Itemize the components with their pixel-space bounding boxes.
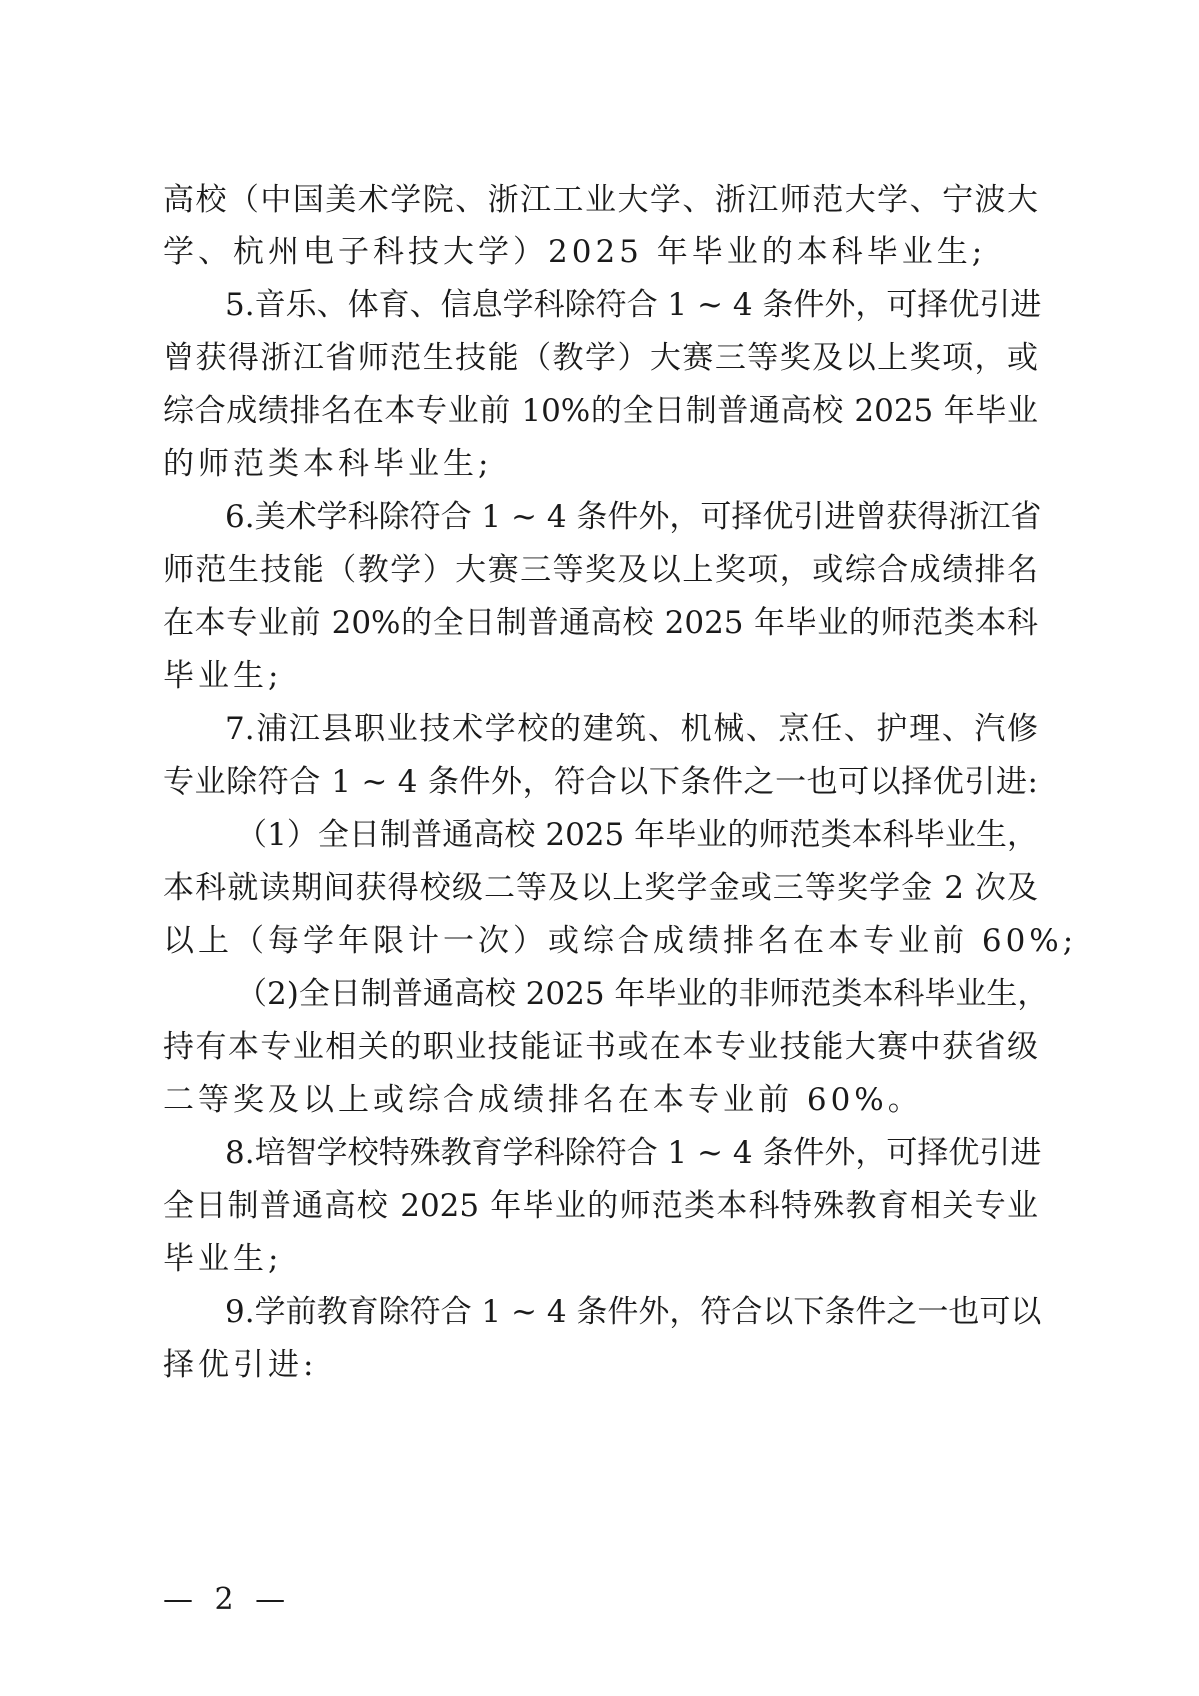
text-line-23: 择优引进: xyxy=(163,1347,318,1383)
text-line-8: 师范生技能（教学）大赛三等奖及以上奖项，或综合成绩排名 xyxy=(163,552,1038,588)
text-line-16: （2)全日制普通高校 2025 年毕业的非师范类本科毕业生， xyxy=(236,976,1049,1012)
text-line-6: 的师范类本科毕业生; xyxy=(163,446,493,482)
text-line-1: 高校（中国美术学院、浙江工业大学、浙江师范大学、宁波大 xyxy=(163,182,1038,218)
text-line-13: （1）全日制普通高校 2025 年毕业的师范类本科毕业生， xyxy=(236,817,1038,853)
text-line-3: 5.音乐、体育、信息学科除符合 1 ~ 4 条件外，可择优引进 xyxy=(225,287,1042,323)
text-line-4: 曾获得浙江省师范生技能（教学）大赛三等奖及以上奖项，或 xyxy=(163,340,1038,376)
text-line-15: 以上（每学年限计一次）或综合成绩排名在本专业前 60%; xyxy=(163,923,1078,959)
text-line-7: 6.美术学科除符合 1 ~ 4 条件外，可择优引进曾获得浙江省 xyxy=(225,499,1042,535)
text-line-22: 9.学前教育除符合 1 ~ 4 条件外，符合以下条件之一也可以 xyxy=(225,1294,1042,1330)
text-line-12: 专业除符合 1 ~ 4 条件外，符合以下条件之一也可以择优引进: xyxy=(163,764,1038,800)
text-line-17: 持有本专业相关的职业技能证书或在本专业技能大赛中获省级 xyxy=(163,1029,1038,1065)
page-number: — 2 — xyxy=(163,1582,292,1617)
text-line-5: 综合成绩排名在本专业前 10%的全日制普通高校 2025 年毕业 xyxy=(163,393,1038,429)
text-line-21: 毕业生; xyxy=(163,1241,283,1277)
text-line-14: 本科就读期间获得校级二等及以上奖学金或三等奖学金 2 次及 xyxy=(163,870,1038,906)
text-line-20: 全日制普通高校 2025 年毕业的师范类本科特殊教育相关专业 xyxy=(163,1188,1038,1224)
text-line-11: 7.浦江县职业技术学校的建筑、机械、烹任、护理、汽修 xyxy=(225,711,1038,747)
text-line-2: 学、杭州电子科技大学）2025 年毕业的本科毕业生; xyxy=(163,234,987,270)
text-line-19: 8.培智学校特殊教育学科除符合 1 ~ 4 条件外，可择优引进 xyxy=(225,1135,1042,1171)
text-line-18: 二等奖及以上或综合成绩排名在本专业前 60%。 xyxy=(163,1082,923,1118)
text-line-9: 在本专业前 20%的全日制普通高校 2025 年毕业的师范类本科 xyxy=(163,605,1038,641)
text-line-10: 毕业生; xyxy=(163,658,283,694)
